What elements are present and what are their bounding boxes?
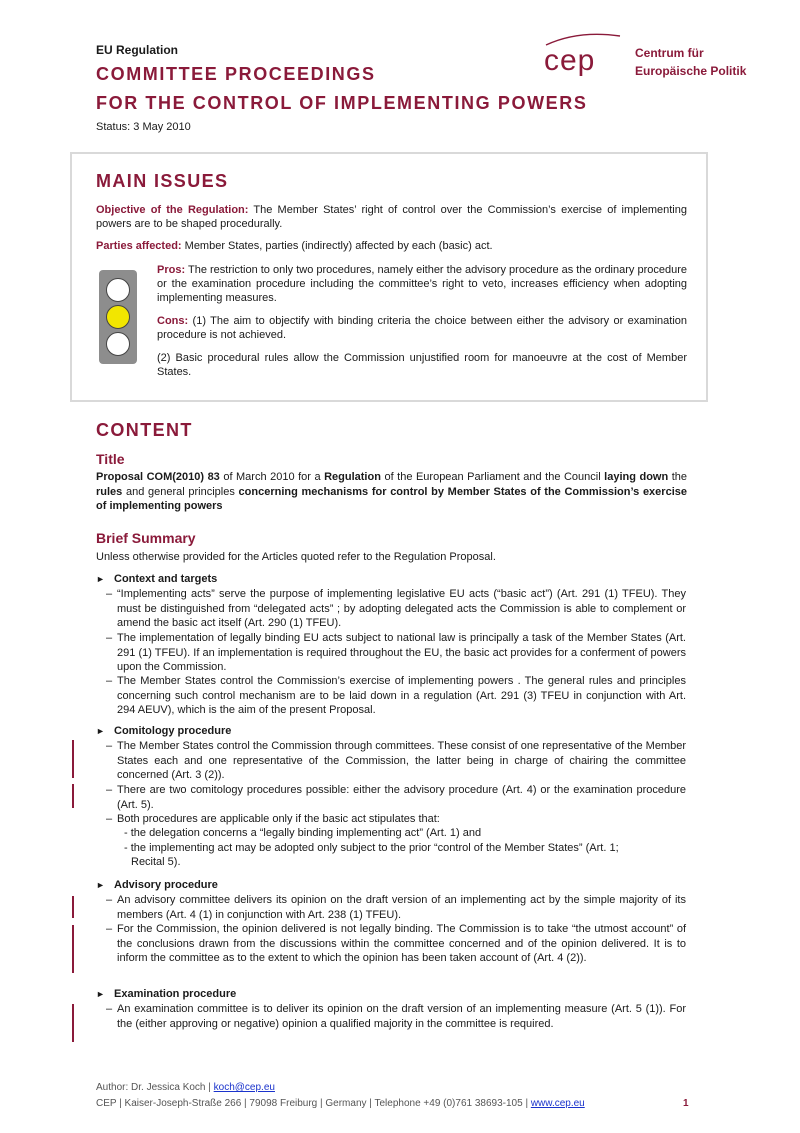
traffic-light-icon — [99, 270, 137, 364]
sub-list-item: - the implementing act may be adopted only subject to the prior “control of the Member States” (Art. 1; — [124, 842, 619, 854]
title-part: concerning mechanisms for control by Member States of the Commission’s exercise of implementing powers — [96, 485, 687, 512]
change-bar — [72, 1004, 74, 1042]
parties-label: Parties affected: — [96, 240, 182, 252]
context-heading-label: Context and targets — [114, 573, 218, 585]
parties-paragraph — [96, 239, 687, 253]
cons-paragraph — [157, 314, 687, 342]
list-item-text: “Implementing acts” serve the purpose of implementing legislative EU acts (“basic act”) (Art. 291 (1) TFEU). They must be distinguished from “delegated acts” ; by adopting delegated acts the Commission is able to complement or amend the basic act itself (Art. 290 (1) TFEU). — [117, 588, 686, 629]
comitology-heading-label: Comitology procedure — [114, 725, 232, 737]
title-part: laying down — [604, 471, 669, 483]
traffic-light-middle-lamp — [106, 305, 130, 329]
website-link[interactable]: www.cep.eu — [530, 1098, 585, 1109]
title-part: Proposal COM(2010) 83 — [96, 471, 220, 483]
arrow-bullet-icon: ► — [96, 989, 105, 999]
list-item: – “Implementing acts” serve the purpose of implementing legislative EU acts (“basic act”) (Art. 291 (1) TFEU). They must be distinguished from “delegated acts” ; by adopting delegated acts the Commission is able to complement or amend the basic act itself (Art. 290 (1) TFEU). — [106, 588, 686, 629]
arrow-bullet-icon: ► — [96, 726, 105, 736]
cons-text: (1) The aim to objectify with binding criteria the choice between either the advisory or examination procedure is not achieved. — [157, 315, 687, 341]
list-item: – The implementation of legally binding EU acts subject to national law is principally a task of the Member States (Art. 291 (1) TFEU). If an implementation is required throughout the EU, the basic act provides for a conferment of powers upon the Commission. — [106, 632, 686, 673]
list-item-text: There are two comitology procedures possible: either the advisory procedure (Art. 4) or the examination procedure (Art. 5). — [117, 784, 686, 811]
footer-author — [96, 1082, 275, 1093]
content-heading: CONTENT — [96, 420, 193, 440]
title-part: of March 2010 for a — [219, 471, 325, 483]
change-bar — [72, 896, 74, 918]
footer-address — [96, 1098, 585, 1109]
change-bar — [72, 925, 74, 973]
traffic-light-bottom-lamp — [106, 332, 130, 356]
advisory-heading — [96, 879, 218, 891]
organization-name-line2: Europäische Politik — [635, 64, 747, 78]
list-item-text: An advisory committee delivers its opinion on the draft version of an implementing act by the simple majority of its members (Art. 4 (1) in conjunction with Art. 238 (1) TFEU). — [117, 894, 686, 921]
list-item-text: An examination committee is to deliver its opinion on the draft version of an implementing measure (Art. 5 (1)). For the (either approving or negative) opinion a qualified majority in the committee is required. — [117, 1003, 686, 1030]
sub-list-item: - the delegation concerns a “legally binding implementing act” (Art. 1) and — [124, 827, 482, 839]
proposal-title-paragraph — [96, 470, 687, 514]
comitology-heading — [96, 725, 231, 737]
list-item: – An examination committee is to deliver its opinion on the draft version of an implementing measure (Art. 5 (1)). For the (either approving or negative) opinion a qualified majority in the committee is required. — [106, 1003, 686, 1030]
list-item: – For the Commission, the opinion delivered is not legally binding. The Commission is to take “the utmost account” of the conclusions drawn from the discussions within the committee concerned and of the opinion delivered. It is to inform the committee as to the extent to which the opinion has been taken account of (Art. 4 (2)). — [106, 923, 686, 964]
footer-author-text: Author: Dr. Jessica Koch | — [96, 1082, 214, 1093]
document-status: Status: 3 May 2010 — [96, 121, 191, 133]
list-item-text: For the Commission, the opinion delivered is not legally binding. The Commission is to take “the utmost account” of the conclusions drawn from the discussions within the committee concerned and of the opinion delivered. It is to inform the committee as to the extent to which the opinion has been taken account of (Art. 4 (2)). — [117, 923, 686, 964]
list-item-text: The Member States control the Commission’s exercise of implementing powers . The general rules and principles concerning such control mechanism are to be laid down in a regulation (Art. 291 (3) TFEU in conjunction with Art. 294 AEUV), which is the aim of the present Proposal. — [117, 675, 686, 716]
summary-intro: Unless otherwise provided for the Articles quoted refer to the Regulation Proposal. — [96, 551, 496, 563]
pros-label: Pros: — [157, 264, 186, 276]
sub-list-item: Recital 5). — [131, 856, 181, 868]
main-issues-heading: MAIN ISSUES — [96, 171, 229, 191]
organization-name-line1: Centrum für — [635, 46, 704, 60]
author-email-link[interactable]: koch@cep.eu — [213, 1082, 275, 1093]
document-title-line2: FOR THE CONTROL OF IMPLEMENTING POWERS — [96, 93, 588, 113]
change-bar — [72, 740, 74, 778]
list-item: – The Member States control the Commission’s exercise of implementing powers . The general rules and principles concerning such control mechanism are to be laid down in a regulation (Art. 291 (3) TFEU in conjunction with Art. 294 AEUV), which is the aim of the present Proposal. — [106, 675, 686, 716]
context-heading — [96, 573, 217, 585]
list-item: – An advisory committee delivers its opinion on the draft version of an implementing act by the simple majority of its members (Art. 4 (1) in conjunction with Art. 238 (1) TFEU). — [106, 894, 686, 921]
cep-logo — [538, 32, 624, 82]
title-heading: Title — [96, 451, 125, 467]
document-title-line1: COMMITTEE PROCEEDINGS — [96, 64, 376, 84]
title-part: Regulation — [324, 471, 381, 483]
document-kicker: EU Regulation — [96, 43, 179, 57]
change-bar — [72, 784, 74, 808]
pros-paragraph — [157, 263, 687, 305]
advisory-heading-label: Advisory procedure — [114, 879, 218, 891]
title-part: rules — [96, 485, 123, 498]
list-item-text: The implementation of legally binding EU acts subject to national law is principally a task of the Member States (Art. 291 (1) TFEU). If an implementation is required throughout the EU, the basic act provides for a conferment of powers upon the Commission. — [117, 632, 686, 673]
title-part: and general principles — [122, 485, 239, 498]
objective-paragraph — [96, 203, 687, 231]
cons-label: Cons: — [157, 315, 189, 327]
objective-text: The Member States’ right of control over the Commission’s exercise of implementing powers are to be shaped procedurally. — [96, 204, 687, 230]
traffic-light-top-lamp — [106, 278, 130, 302]
title-part: of the European Parliament and the Council — [380, 471, 605, 483]
pros-text: The restriction to only two procedures, namely either the advisory procedure as the ordinary procedure or the examination procedure including the committee’s right to veto, increases efficiency when adopting implementing measures. — [157, 264, 687, 304]
cons-paragraph-2: (2) Basic procedural rules allow the Commission unjustified room for manoeuvre at the cost of Member States. — [157, 352, 687, 378]
list-item: – Both procedures are applicable only if the basic act stipulates that: — [106, 813, 440, 825]
page-number: 1 — [683, 1098, 689, 1109]
title-part: the — [668, 471, 688, 483]
arrow-bullet-icon: ► — [96, 574, 105, 584]
examination-heading-label: Examination procedure — [114, 988, 237, 1000]
list-item: – The Member States control the Commission through committees. These consist of one representative of the Member States each and one representative of the Commission, the latter being in charge of chairing the committee concerned (Art. 3 (2)). — [106, 740, 686, 781]
organization-name — [635, 44, 746, 80]
brief-summary-heading: Brief Summary — [96, 530, 196, 546]
logo-text: cep — [544, 44, 596, 77]
footer-address-text: CEP | Kaiser-Joseph-Straße 266 | 79098 Freiburg | Germany | Telephone +49 (0)761 38693-105 | — [96, 1098, 531, 1109]
list-item: – There are two comitology procedures possible: either the advisory procedure (Art. 4) or the examination procedure (Art. 5). — [106, 784, 686, 811]
list-item-text: The Member States control the Commission through committees. These consist of one representative of the Member States each and one representative of the Commission, the latter being in charge of chairing the committee concerned (Art. 3 (2)). — [117, 740, 686, 781]
objective-label: Objective of the Regulation: — [96, 204, 249, 216]
arrow-bullet-icon: ► — [96, 880, 105, 890]
examination-heading — [96, 988, 236, 1000]
list-item-text: Both procedures are applicable only if the basic act stipulates that: — [117, 813, 440, 825]
parties-text: Member States, parties (indirectly) affected by each (basic) act. — [181, 240, 493, 252]
